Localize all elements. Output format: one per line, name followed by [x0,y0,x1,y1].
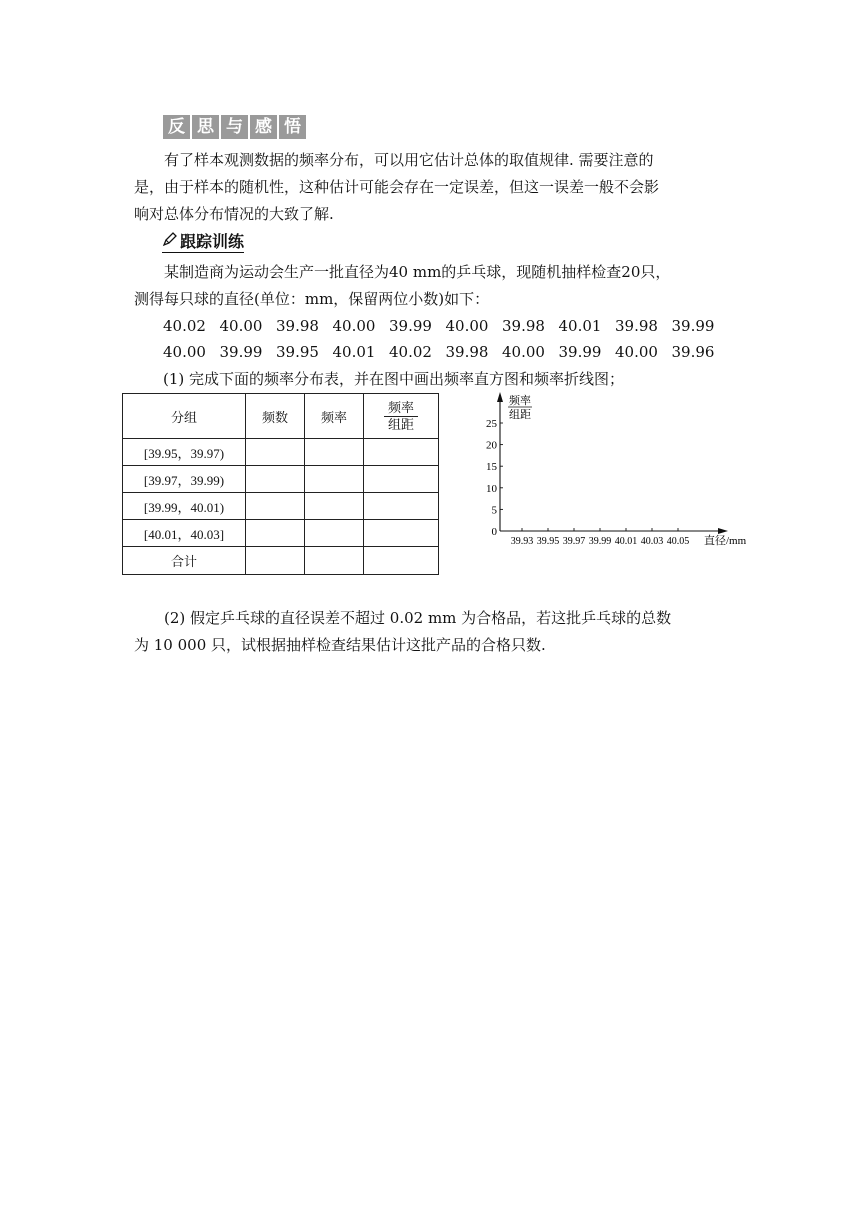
y-tick-label: 15 [486,461,497,474]
data-value: 39.96 [671,343,715,361]
x-label: 直径/mm [704,535,747,547]
x-tick-label: 39.95 [536,536,560,547]
table-row [123,520,439,547]
y-tick-label: 5 [491,504,497,517]
ratio-cell [364,547,439,575]
reflection-line: 是，由于样本的随机性，这种估计可能会存在一定误差，但这一误差一般不会影 [134,178,660,196]
ratio-cell [364,466,439,493]
data-value: 40.00 [615,343,658,361]
ratio-cell [364,493,439,520]
x-tick-label: 40.03 [640,536,664,547]
row-label: 合计 [123,547,246,575]
data-value: 39.98 [502,317,545,335]
heading-char: 思 [192,115,219,139]
heading-char: 感 [250,115,277,139]
x-tick-label: 40.01 [614,536,638,547]
data-value: 40.00 [219,317,263,335]
freq-cell [305,493,364,520]
header-group: 分组 [123,394,246,439]
intro-line: 测得每只球的直径(单位：mm，保留两位小数)如下： [134,290,490,308]
y-tick-label: 20 [486,439,497,452]
table-row [123,493,439,520]
data-value: 39.99 [219,343,263,361]
data-value: 39.95 [276,343,319,361]
freq-cell [305,439,364,466]
count-cell [246,547,305,575]
x-tick-label: 39.97 [562,536,586,547]
table-row [123,466,439,493]
intro-line: 某制造商为运动会生产一批直径为40 mm的乒乓球，现随机抽样检查20只， [164,263,671,281]
heading-char: 与 [221,115,248,139]
q2-line: (2) 假定乒乓球的直径误差不超过 0.02 mm 为合格品，若这批乒乓球的总数 [164,609,672,627]
data-value: 39.98 [615,317,658,335]
y-tick-label: 10 [486,482,497,495]
header-ratio [364,394,439,439]
count-cell [246,439,305,466]
table-row [123,439,439,466]
row-label: [39.99，40.01) [123,493,246,520]
ratio-cell [364,439,439,466]
data-value: 40.02 [163,317,206,335]
data-value: 40.01 [332,343,376,361]
header-count: 频数 [246,394,305,439]
section-heading [163,115,308,139]
y-label-numerator: 频率 [509,395,531,407]
histogram-chart [470,386,770,556]
x-tick-label: 39.99 [588,536,612,547]
data-value: 39.99 [558,343,602,361]
reflection-line: 有了样本观测数据的频率分布，可以用它估计总体的取值规律. 需要注意的 [164,151,654,169]
freq-cell [305,466,364,493]
reflection-paragraph [134,147,734,228]
track-title-text: 跟踪训练 [180,232,245,251]
pencil-icon [162,232,178,252]
data-value: 39.99 [671,317,715,335]
x-tick-label: 40.05 [666,536,690,547]
data-value: 40.01 [558,317,602,335]
data-value: 40.00 [332,317,376,335]
ratio-cell [364,520,439,547]
heading-char: 反 [163,115,190,139]
table-row-total [123,547,439,575]
data-value: 39.98 [276,317,319,335]
data-row-2 [163,341,728,363]
count-cell [246,493,305,520]
y-tick-label: 25 [486,418,497,430]
question-1: (1) 完成下面的频率分布表，并在图中画出频率直方图和频率折线图； [163,370,625,388]
track-intro [134,259,734,313]
y-tick-label: 0 [491,526,497,538]
frequency-table [122,393,439,575]
data-value: 40.02 [389,343,432,361]
question-2 [134,605,734,659]
data-value: 40.00 [445,317,489,335]
header-freq: 频率 [305,394,364,439]
ratio-denominator: 组距 [387,416,414,432]
row-label: [39.95，39.97) [123,439,246,466]
y-axis-arrow [497,392,503,402]
row-label: [39.97，39.99) [123,466,246,493]
data-row-1 [163,315,728,337]
row-label: [40.01，40.03] [123,520,246,547]
data-value: 40.00 [502,343,545,361]
q2-line: 为 10 000 只，试根据抽样检查结果估计这批产品的合格只数. [134,636,546,654]
heading-char: 悟 [279,115,306,139]
data-value: 39.99 [389,317,432,335]
y-label-denominator: 组距 [509,409,531,421]
data-value: 39.98 [445,343,489,361]
track-title [162,232,244,253]
count-cell [246,520,305,547]
x-axis-arrow [718,528,728,534]
data-value: 40.00 [163,343,206,361]
count-cell [246,466,305,493]
x-tick-label: 39.93 [510,536,534,547]
freq-cell [305,520,364,547]
reflection-line: 响对总体分布情况的大致了解. [134,205,334,223]
freq-cell [305,547,364,575]
ratio-numerator: 频率 [384,400,418,417]
